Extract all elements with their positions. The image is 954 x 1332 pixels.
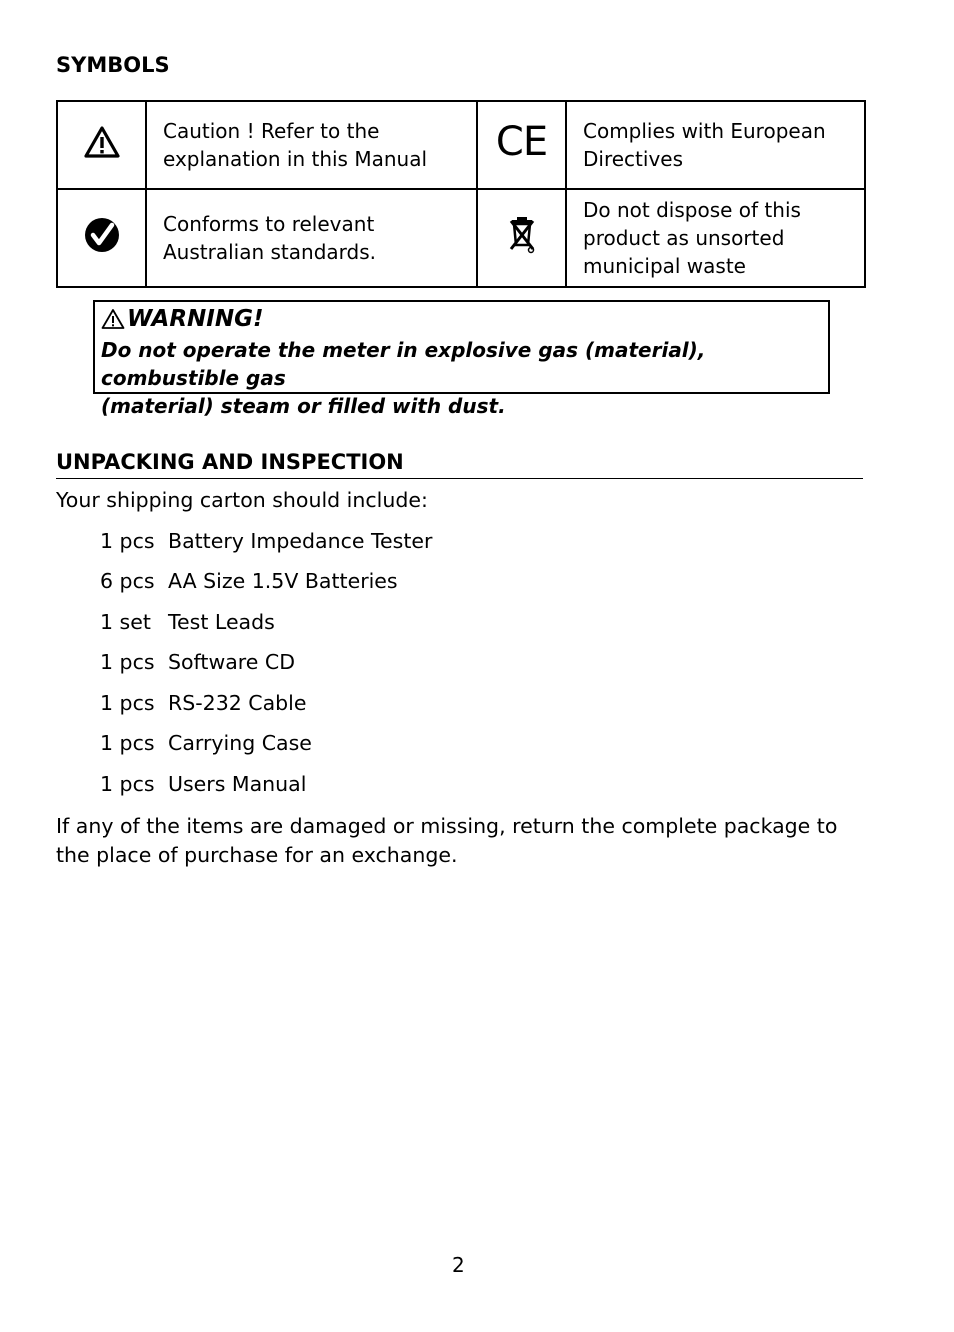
item-name: Carrying Case bbox=[168, 731, 312, 755]
text-line: Do not operate the meter in explosive gas (material), combustible gas bbox=[101, 338, 706, 390]
warning-title bbox=[101, 304, 828, 334]
warning-triangle-icon bbox=[84, 126, 120, 158]
warning-title-text: WARNING! bbox=[127, 306, 264, 332]
ce-description bbox=[566, 101, 865, 189]
item-name: Users Manual bbox=[168, 772, 307, 796]
item-qty: 6 pcs bbox=[100, 569, 155, 593]
warning-box bbox=[93, 300, 830, 418]
unpacking-outro bbox=[56, 812, 856, 870]
warning-text bbox=[101, 336, 828, 420]
text-line: Conforms to relevant bbox=[163, 212, 375, 236]
symbols-heading: SYMBOLS bbox=[56, 53, 170, 77]
list-item bbox=[100, 610, 275, 634]
text-line: If any of the items are damaged or missing, return the complete package to bbox=[56, 814, 838, 838]
unpacking-intro: Your shipping carton should include: bbox=[56, 488, 428, 512]
text-line: explanation in this Manual bbox=[163, 147, 428, 171]
ce-symbol-cell bbox=[477, 101, 566, 189]
text-line: product as unsorted bbox=[583, 226, 785, 250]
unpacking-heading: UNPACKING AND INSPECTION bbox=[56, 450, 863, 479]
item-name: Battery Impedance Tester bbox=[168, 529, 433, 553]
rcm-description bbox=[146, 189, 477, 287]
item-qty: 1 pcs bbox=[100, 772, 155, 796]
weee-description bbox=[566, 189, 865, 287]
list-item bbox=[100, 569, 398, 593]
item-qty: 1 pcs bbox=[100, 731, 155, 755]
text-line: Australian standards. bbox=[163, 240, 376, 264]
list-item bbox=[100, 691, 307, 715]
item-qty: 1 pcs bbox=[100, 691, 155, 715]
text-line: (material) steam or filled with dust. bbox=[101, 394, 506, 418]
text-line: Directives bbox=[583, 147, 683, 171]
text-line: Complies with European bbox=[583, 119, 826, 143]
list-item bbox=[100, 650, 295, 674]
text-line: the place of purchase for an exchange. bbox=[56, 843, 458, 867]
text-line: Do not dispose of this bbox=[583, 198, 801, 222]
item-name: Test Leads bbox=[168, 610, 275, 634]
item-name: Software CD bbox=[168, 650, 295, 674]
crossed-bin-icon bbox=[507, 215, 537, 255]
item-name: AA Size 1.5V Batteries bbox=[168, 569, 398, 593]
ce-mark-icon: CE bbox=[495, 119, 548, 165]
text-line: Caution ! Refer to the bbox=[163, 119, 380, 143]
warning-triangle-icon bbox=[101, 308, 125, 330]
item-name: RS-232 Cable bbox=[168, 691, 307, 715]
rcm-symbol-cell bbox=[57, 189, 146, 287]
text-line: municipal waste bbox=[583, 254, 746, 278]
caution-symbol-cell bbox=[57, 101, 146, 189]
page-number: 2 bbox=[452, 1253, 465, 1277]
symbols-row bbox=[57, 101, 865, 189]
symbols-table bbox=[56, 100, 866, 288]
list-item bbox=[100, 731, 312, 755]
item-qty: 1 set bbox=[100, 610, 151, 634]
weee-symbol-cell bbox=[477, 189, 566, 287]
list-item bbox=[100, 529, 432, 553]
caution-description bbox=[146, 101, 477, 189]
item-qty: 1 pcs bbox=[100, 529, 155, 553]
rcm-check-icon bbox=[84, 217, 120, 253]
symbols-row bbox=[57, 189, 865, 287]
item-qty: 1 pcs bbox=[100, 650, 155, 674]
list-item bbox=[100, 772, 306, 796]
